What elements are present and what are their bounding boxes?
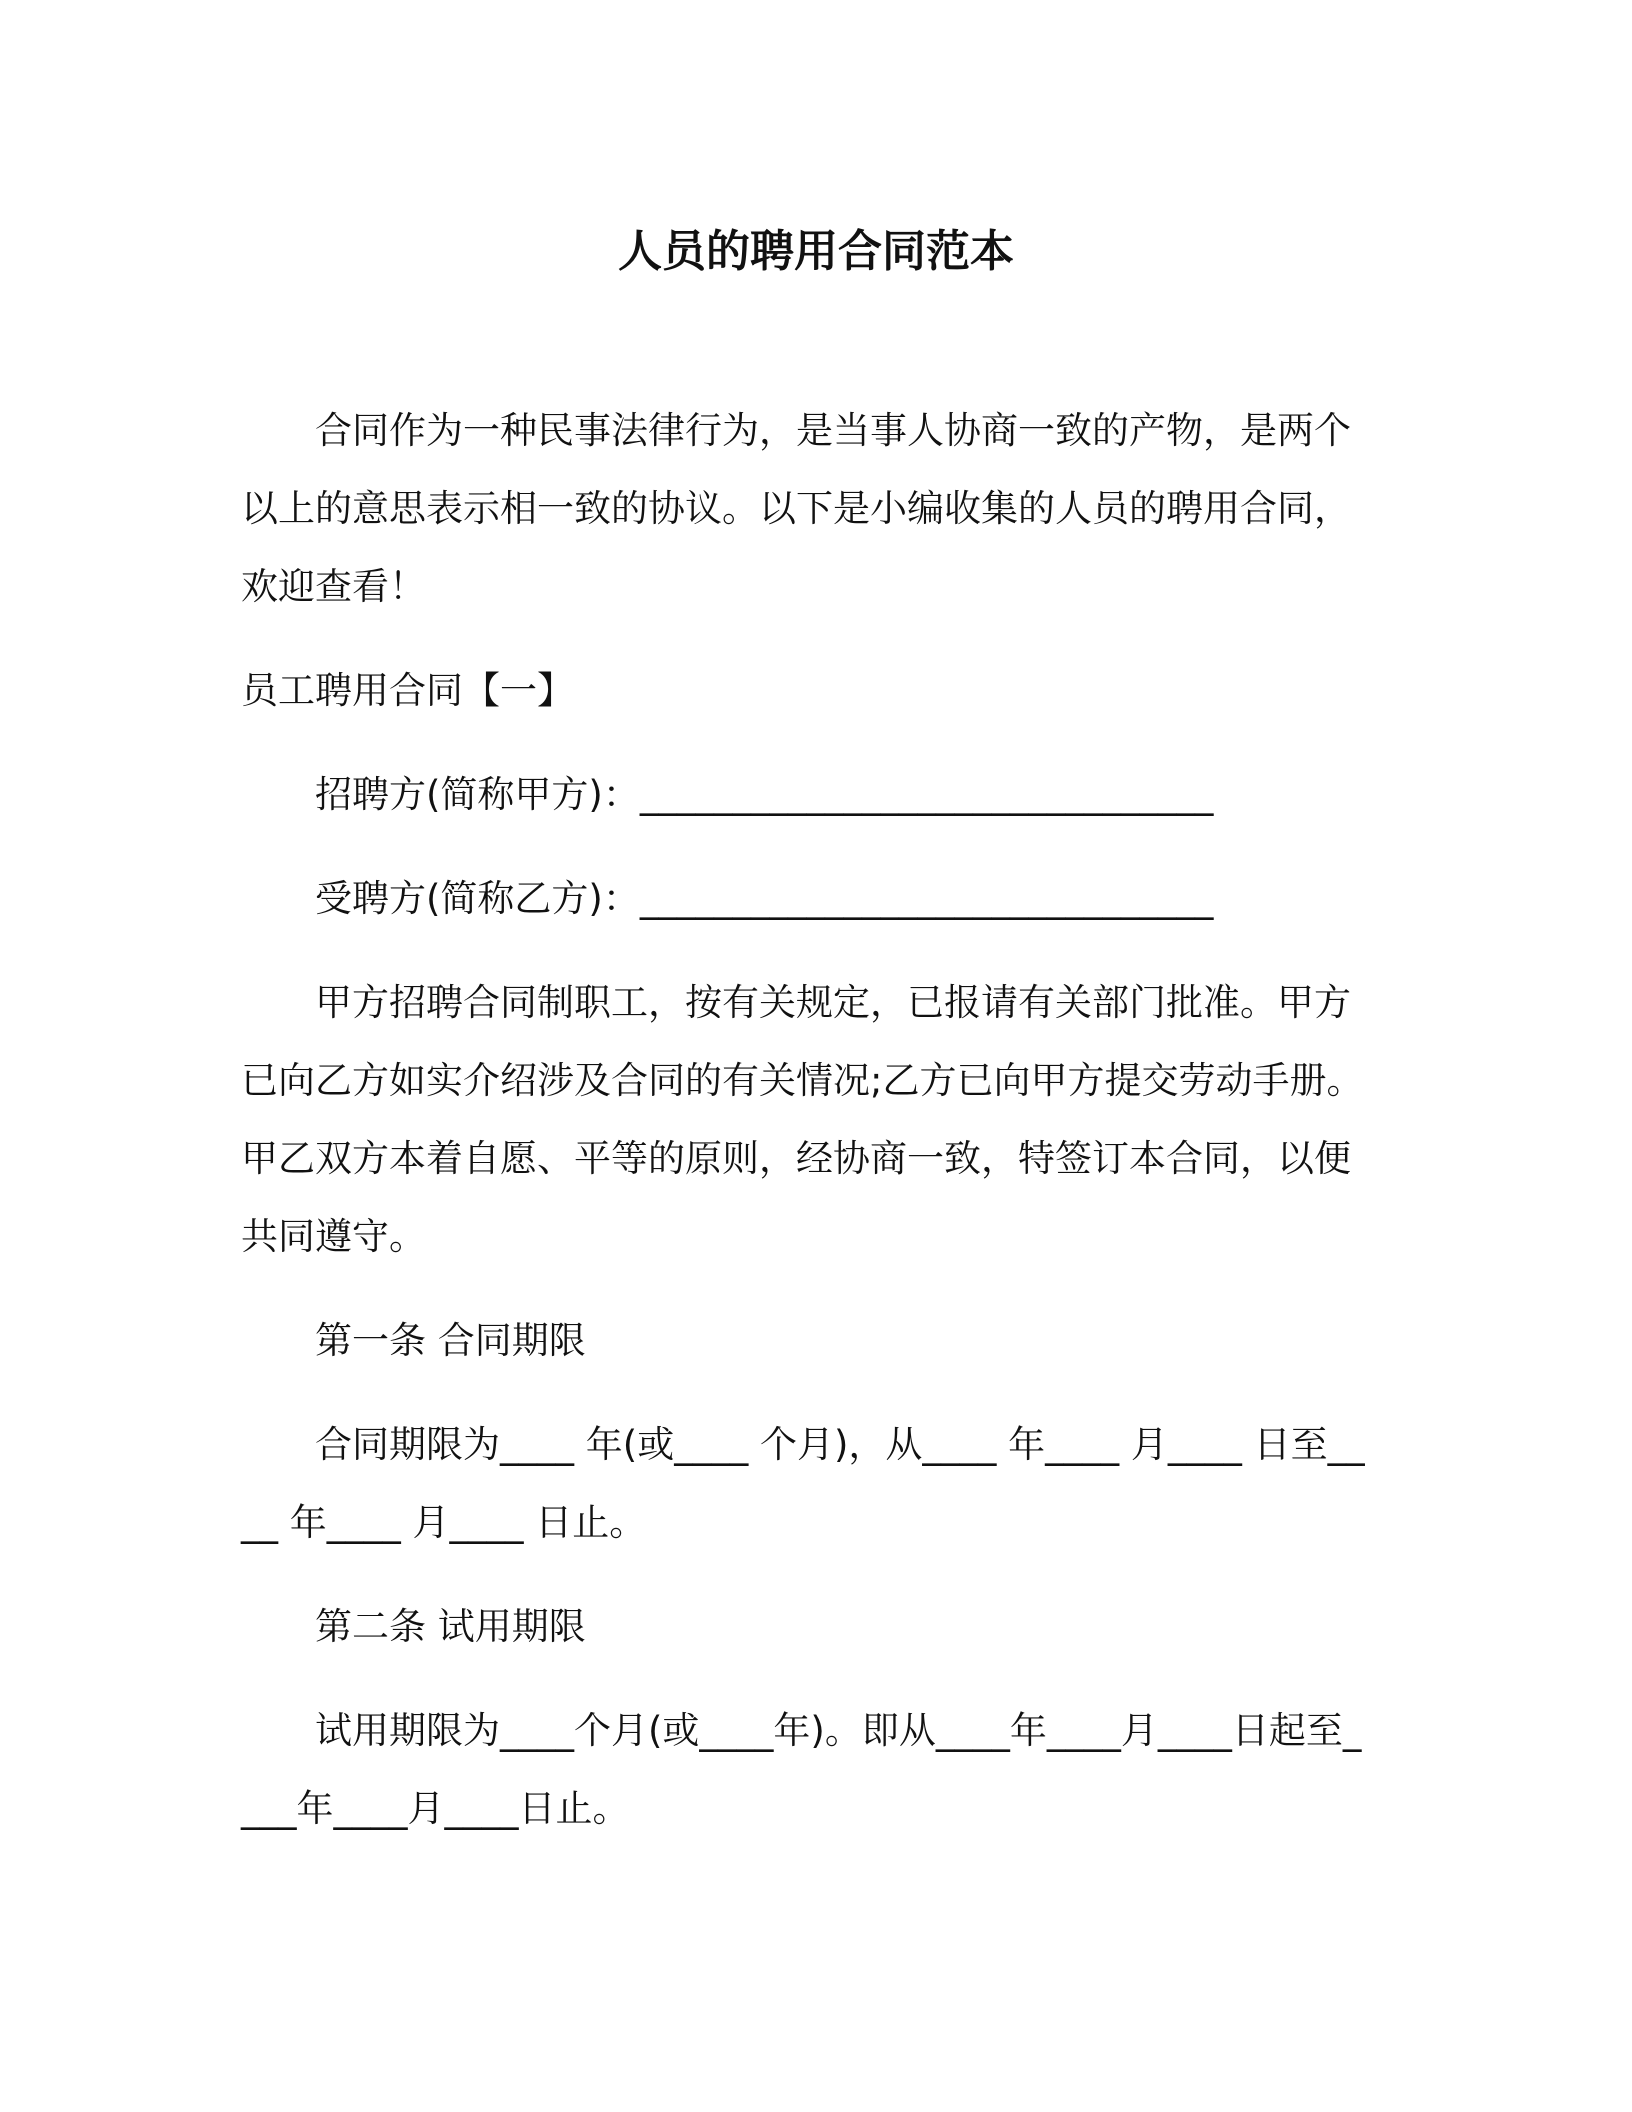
article2-paragraph: 试用期限为____个月(或____年)。即从____年____月____日起至____年____月____日止。 [241,1709,1362,1830]
employee-line: 受聘方(简称乙方)：_______________________________ [315,877,1214,920]
preamble-paragraph: 甲方招聘合同制职工，按有关规定，已报请有关部门批准。甲方已向乙方如实介绍涉及合同的有关情况;乙方已向甲方提交劳动手册。甲乙双方本着自愿、平等的原则，经协商一致，特签订本合同，以便共同遵守。 [241,981,1364,1258]
intro-paragraph: 合同作为一种民事法律行为，是当事人协商一致的产物，是两个以上的意思表示相一致的协议。以下是小编收集的人员的聘用合同，欢迎查看！ [241,409,1351,608]
employer-line: 招聘方(简称甲方)：_______________________________ [315,773,1214,816]
document-title: 人员的聘用合同范本 [618,226,1014,277]
article2-heading: 第二条 试用期限 [315,1605,586,1648]
section-heading: 员工聘用合同【一】 [241,669,574,712]
article1-heading: 第一条 合同期限 [315,1319,586,1362]
article1-paragraph: 合同期限为____ 年(或____ 个月)，从____ 年____ 月____ 日至____ 年____ 月____ 日止。 [241,1423,1365,1544]
document-body [241,392,1371,1848]
